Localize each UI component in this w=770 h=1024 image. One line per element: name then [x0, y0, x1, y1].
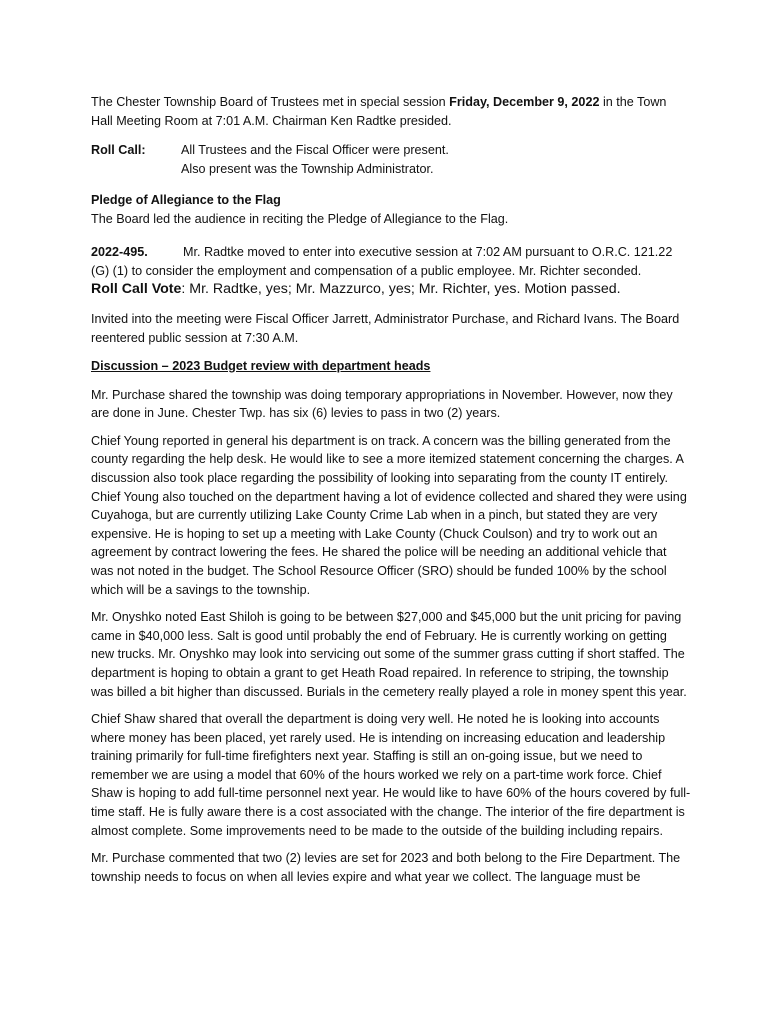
motion-section	[91, 243, 691, 299]
intro-paragraph	[91, 93, 691, 130]
motion-body: Mr. Radtke moved to enter into executive session at 7:02 AM pursuant to O.R.C. 121.22 (G) (1) to consider the employment and compensation of a public employee. Mr. Richter seconded.	[91, 245, 673, 278]
pledge-section	[91, 191, 691, 228]
pledge-text: The Board led the audience in reciting the Pledge of Allegiance to the Flag.	[91, 211, 509, 226]
discussion-paragraph-2: Chief Young reported in general his department is on track. A concern was the billing generated from the county regarding the help desk. He would like to see a more itemized statement concerning the charges. A discussion also took place regarding the possibility of looking into separating from the county IT entirely. Chief Young also touched on the department having a lot of evidence collected and shared they were using Cuyahoga, but are currently utilizing Lake County Crime Lab when in a pinch, but stated they are very expensive. He is hoping to set up a meeting with Lake County (Chuck Coulson) and try to work out an agreement by contract lowering the fees. He shared the police will be needing an additional vehicle that was not noted in the budget. The School Resource Officer (SRO) should be funded 100% by the school which will be a savings to the township.	[91, 433, 687, 597]
intro-text-start: The Chester Township Board of Trustees met in special session	[91, 95, 450, 109]
invited-text: Invited into the meeting were Fiscal Officer Jarrett, Administrator Purchase, and Richard Ivans. The Board reentered public session at 7:30 A.M.	[91, 312, 680, 345]
roll-call-vote	[91, 280, 691, 299]
roll-call-line-1: All Trustees and the Fiscal Officer were present.	[181, 143, 449, 157]
vote-label: Roll Call Vote	[91, 281, 182, 298]
meeting-date: Friday, December 9, 2022	[449, 95, 600, 109]
roll-call-section	[91, 141, 691, 178]
discussion-paragraph-5: Mr. Purchase commented that two (2) levies are set for 2023 and both belong to the Fire Department. The township needs to focus on when all levies expire and what year we collect. The language must be	[91, 851, 681, 884]
discussion-section	[91, 357, 691, 895]
motion-text	[91, 243, 691, 280]
discussion-heading: Discussion – 2023 Budget review with department heads	[91, 359, 431, 373]
roll-call-label: Roll Call:	[91, 143, 146, 157]
invited-section	[91, 310, 691, 347]
intro-text	[91, 93, 691, 130]
discussion-paragraph-3: Mr. Onyshko noted East Shiloh is going to be between $27,000 and $45,000 but the unit pricing for paving came in $40,000 less. Salt is good until probably the end of February. He is currently working on getting new trucks. Mr. Onyshko may look into servicing out some of the summer grass cutting if short staffed. The department is hoping to obtain a grant to get Heath Road repaired. In reference to striping, the township was billed a bit higher than discussed. Burials in the cemetery really played a role in money spent this year.	[91, 610, 687, 699]
vote-result: : Mr. Radtke, yes; Mr. Mazzurco, yes; Mr. Richter, yes. Motion passed.	[181, 281, 621, 298]
motion-number: 2022-495.	[91, 245, 148, 259]
pledge-heading: Pledge of Allegiance to the Flag	[91, 193, 281, 207]
roll-call-line-2: Also present was the Township Administrator.	[181, 161, 434, 176]
discussion-paragraph-4: Chief Shaw shared that overall the department is doing very well. He noted he is looking into accounts where money has been placed, yet rarely used. He is intending on increasing education and leadership training primarily for full-time firefighters next year. Staffing is still an on-going issue, but we need to remember we are using a model that 60% of the hours worked we rely on a part-time work force. Chief Shaw is hoping to add full-time personnel next year. He would like to have 60% of the hours covered by full-time staff. He is fully aware there is a cost associated with the change. The interior of the fire department is almost complete. Some improvements need to be made to the outside of the building including repairs.	[91, 712, 691, 838]
intro-text-end: in the Town Hall Meeting Room at 7:01 A.M. Chairman Ken Radtke presided.	[91, 95, 667, 128]
discussion-paragraph-1: Mr. Purchase shared the township was doing temporary appropriations in November. However, now they are done in June. Chester Twp. has six (6) levies to pass in two (2) years.	[91, 387, 673, 421]
